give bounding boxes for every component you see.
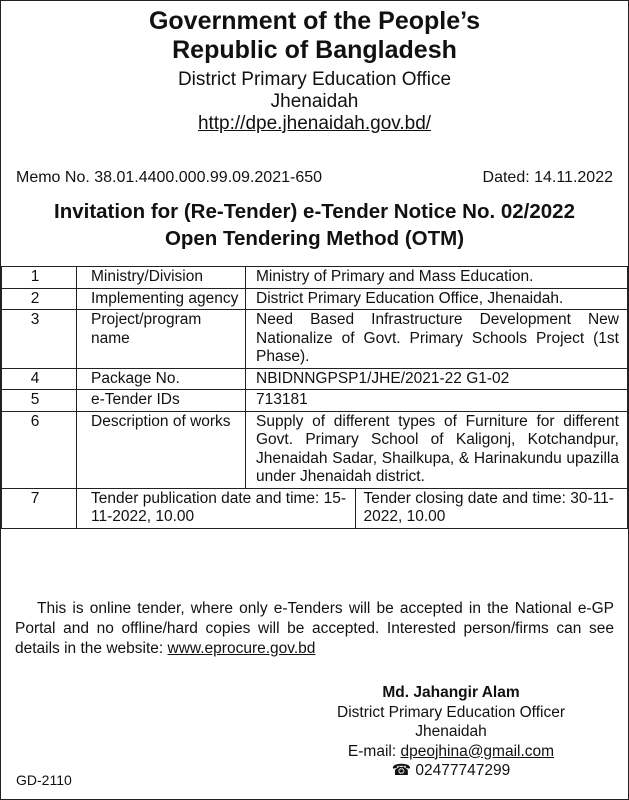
row-number: 7: [2, 488, 77, 528]
row-number: 3: [2, 310, 77, 369]
table-row: [2, 390, 628, 412]
publication-date: Tender publication date and time: 15-11-2022, 10.00: [91, 489, 347, 525]
row-number: 4: [2, 368, 77, 390]
phone-icon: ☎: [391, 762, 412, 779]
officer-phone-line: [321, 761, 581, 781]
email-link[interactable]: dpeojhina@gmail.com: [400, 742, 555, 760]
memo-number: Memo No. 38.01.4400.000.99.09.2021-650: [16, 169, 323, 186]
email-label: E-mail:: [347, 742, 401, 760]
row-label: Project/program name: [77, 310, 246, 369]
row-value: Need Based Infrastructure Development New Nationalize of Govt. Primary Schools Project (1st Phase).: [246, 310, 628, 369]
table-row: [2, 368, 628, 390]
row-number: 6: [2, 411, 77, 488]
officer-name: Md. Jahangir Alam: [382, 684, 520, 701]
footer-code: GD-2110: [16, 772, 72, 788]
row-value: 713181: [246, 390, 628, 412]
phone-number: 02477747299: [415, 762, 511, 779]
header-line2: Republic of Bangladesh: [172, 36, 457, 64]
dates-cell: [77, 488, 628, 528]
tender-table: [1, 266, 628, 529]
table-row: [2, 288, 628, 310]
row-value: District Primary Education Office, Jhenaidah.: [246, 288, 628, 310]
table-row: [2, 411, 628, 488]
row-number: 2: [2, 288, 77, 310]
table-row: [2, 488, 628, 528]
table-row: [2, 267, 628, 289]
table-row: [2, 310, 628, 369]
row-number: 5: [2, 390, 77, 412]
online-tender-paragraph: [15, 599, 614, 659]
memo-line: [16, 169, 613, 187]
closing-date: Tender closing date and time: 30-11-2022, 10.00: [355, 489, 628, 528]
title-line2: Open Tendering Method (OTM): [164, 227, 465, 250]
row-label: Implementing agency: [77, 288, 246, 310]
row-label: Package No.: [77, 368, 246, 390]
row-number: 1: [2, 267, 77, 289]
eprocure-link[interactable]: www.eprocure.gov.bd: [167, 640, 316, 657]
office-city: Jhenaidah: [270, 91, 359, 112]
row-value: Ministry of Primary and Mass Education.: [246, 267, 628, 289]
officer-email-line: [321, 742, 581, 762]
row-label: Ministry/Division: [77, 267, 246, 289]
officer-designation: District Primary Education Officer: [337, 703, 565, 721]
row-label: e-Tender IDs: [77, 390, 246, 412]
paragraph-text: This is online tender, where only e-Tenders will be accepted in the National e-GP Portal and no offline/hard copies will be accepted. Interested person/firms can see details in the website:: [15, 600, 614, 657]
office-url[interactable]: http://dpe.jhenaidah.gov.bd/: [197, 113, 432, 134]
title-line1: Invitation for (Re-Tender) e-Tender Notice No. 02/2022: [54, 200, 575, 223]
header: [1, 7, 628, 135]
row-label: Description of works: [77, 411, 246, 488]
row-value: NBIDNNGPSP1/JHE/2021-22 G1-02: [246, 368, 628, 390]
row-value: Supply of different types of Furniture for different Govt. Primary School of Kaligonj, Kotchandpur, Jhenaidah Sadar, Shailkupa, & Harinakundu upazilla under Jhenaidah district.: [246, 411, 628, 488]
notice-title: [1, 198, 628, 252]
header-line1: Government of the People’s: [148, 7, 481, 35]
office-name: District Primary Education Office: [177, 69, 452, 90]
memo-date: Dated: 14.11.2022: [482, 169, 613, 186]
officer-city: Jhenaidah: [415, 723, 487, 740]
signature-block: [321, 683, 581, 781]
dates-wrapper: [77, 489, 627, 528]
